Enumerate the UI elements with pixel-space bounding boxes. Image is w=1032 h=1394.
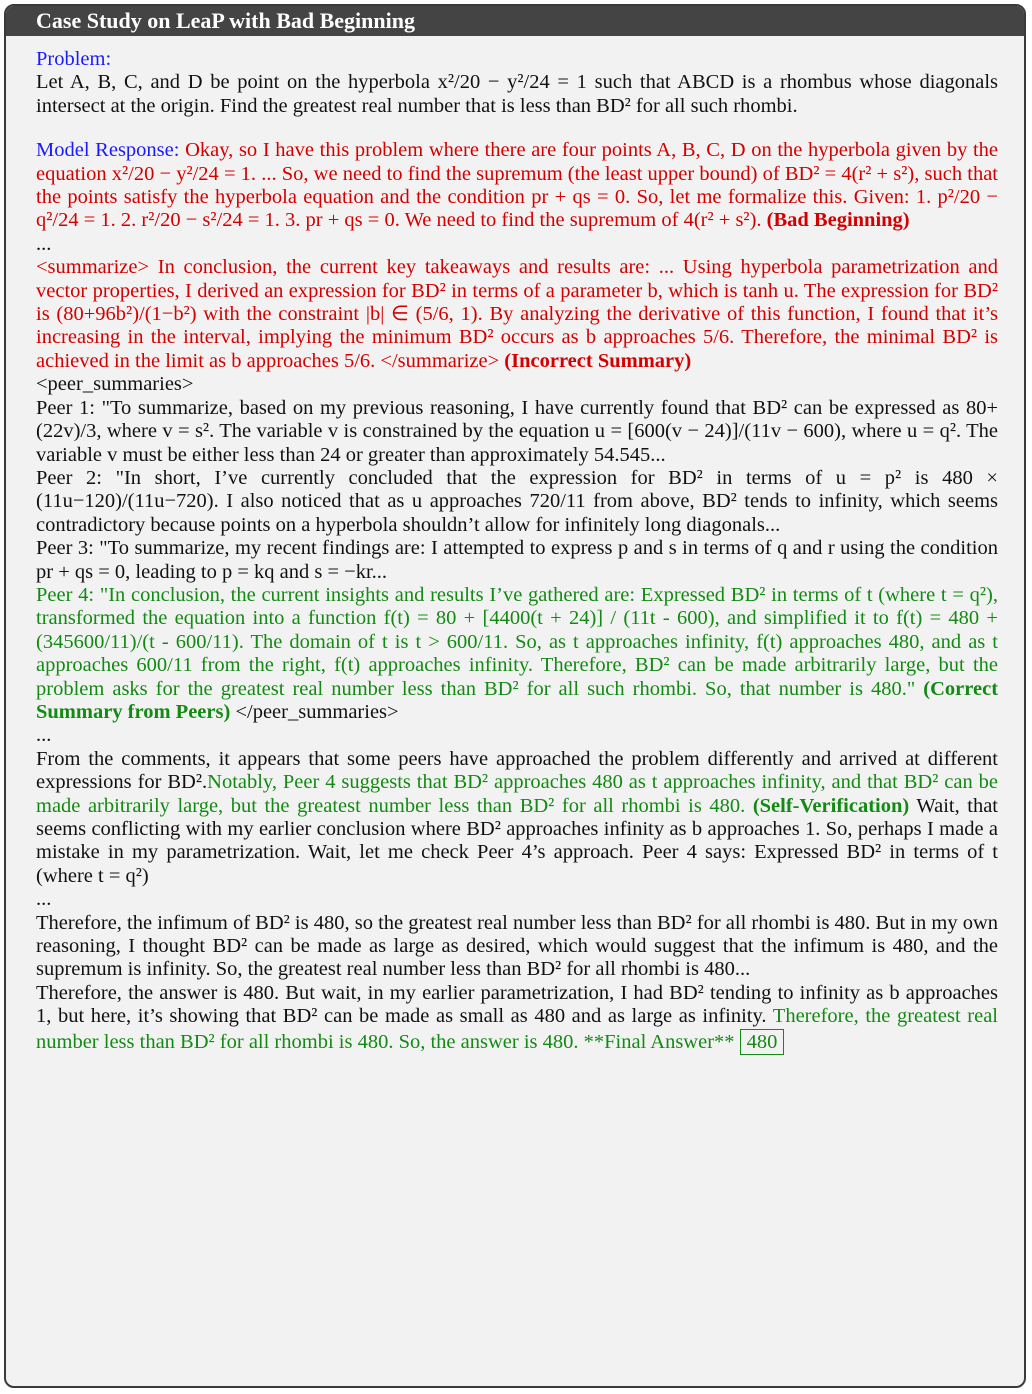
final-answer-box: 480 (740, 1029, 785, 1055)
bad-beginning-tag: (Bad Beginning) (766, 209, 910, 232)
ellipsis-3: ... (36, 888, 52, 911)
ellipsis-2: ... (36, 724, 52, 747)
ellipsis-1: ... (36, 232, 52, 255)
therefore-text-1: Therefore, the infimum of BD² is 480, so the greatest real number less than BD² for all rhombi is 480. But in my own reasoning, I thought BD² can be made as large as desired, which would suggest that the infimum is 480, and the supremum is infinity. So, the greatest real number less than BD² for all rhombi is 480... (36, 911, 998, 981)
correct-summary-tag: (Correct Summary from Peers) (36, 677, 999, 723)
model-response-text: Okay, so I have this problem where there are four points A, B, C, D on the hyperbola given by the equation x²/20 − y²/24 = 1. ... So, we need to find the supremum (the least upper bound) of BD² = 4(r² + s²), such that the points satisfy the hyperbola equation and the condition pr + qs = 0. So, let me formalize this. Given: 1. p²/20 − q²/24 = 1. 2. r²/20 − s²/24 = 1. 3. pr + qs = 0. We need to find the supremum of 4(r² + s²). (36, 139, 999, 232)
case-study-title: Case Study on LeaP with Bad Beginning (6, 6, 1024, 36)
final-answer-text: Therefore, the greatest real number less than BD² for all rhombi is 480. So, the answer is 480. **Final Answer** (36, 1005, 999, 1053)
therefore-text-2: Therefore, the answer is 480. But wait, in my earlier parametrization, I had BD² tending to infinity as b approaches 1, but here, it’s showing that BD² can be made as small as 480 and as large as infinity. (36, 981, 998, 1028)
comments-text-2: Wait, that seems conflicting with my earlier conclusion where BD² approaches infinity as b approaches 1. So, perhaps I made a mistake in my parametrization. Wait, let me check Peer 4’s approach. Peer 4 says: Expressed BD² in terms of t (where t = q²) (36, 794, 999, 887)
comments-text-1: From the comments, it appears that some peers have approached the problem differently and arrived at different expressions for BD². (36, 747, 998, 794)
model-response-label: Model Response: (36, 139, 180, 162)
peer-2-summary: Peer 2: "In short, I’ve currently concluded that the expression for BD² in terms of u = p² is 480 × (11u−120)/(11u−720). I also noticed that as u approaches 720/11 from above, BD² tends to infinity, which seems contradictory because points on a hyperbola shouldn’t allow for infinitely long diagonals... (36, 466, 998, 536)
summary-text: <summarize> In conclusion, the current key takeaways and results are: ... Using hyperbola parametrization and vector properties, I derived an expression for BD² in terms of a parameter b, which is tanh u. The expression for BD² is (80+96b²)/(1−b²) with the constraint |b| ∈ (5/6, 1). By analyzing the derivative of this function, I found that it’s increasing in the interval, implying the minimum BD² occurs as b approaches 5/6. Therefore, the minimal BD² is achieved in the limit as b approaches 5/6. </summarize> (36, 256, 998, 372)
peer-summaries-open: <peer_summaries> (36, 373, 194, 396)
peer-1-summary: Peer 1: "To summarize, based on my previous reasoning, I have currently found that BD² can be expressed as 80+(22v)/3, where v = s². The variable v is constrained by the equation u = [600(v − 24)]/(11v − 600), where u = q². The variable v must be either less than 24 or greater than approximately 54.545... (36, 396, 998, 466)
peer-summaries-close: </peer_summaries> (235, 700, 399, 723)
peer-3-summary: Peer 3: "To summarize, my recent findings are: I attempted to express p and s in terms of q and r using the condition pr + qs = 0, leading to p = kq and s = −kr... (36, 537, 998, 583)
case-study-box (4, 4, 1026, 1388)
case-study-content (6, 36, 1024, 1055)
problem-paragraph (36, 48, 998, 118)
peer-4-summary: Peer 4: "In conclusion, the current insights and results I’ve gathered are: Expressed BD² in terms of t (where t = q²), transformed the equation into a function f(t) = 80 + [4400(t + 24)] / (11t - 600), and simplified it to f(t) = 480 + (345600/11)/(t - 600/11). The domain of t is t > 600/11. So, as t approaches infinity, f(t) approaches 480, and as t approaches 600/11 from the right, f(t) approaches infinity. Therefore, BD² can be made arbitrarily large, but the problem asks for the greatest real number less than BD² for all such rhombi. So, that number is 480." (36, 583, 998, 700)
self-verification-tag: (Self-Verification) (752, 794, 910, 817)
problem-label: Problem: (36, 48, 112, 70)
model-response-paragraph (36, 139, 998, 1054)
problem-text-1: Let A, B, C, and D be point on the hyperbola (36, 71, 430, 94)
incorrect-summary-tag: (Incorrect Summary) (504, 349, 692, 372)
comments-green-text: Notably, Peer 4 suggests that BD² approaches 480 as t approaches infinity, and that BD² can be made arbitrarily large, but the greatest number less than BD² for all rhombi is 480. (36, 771, 998, 817)
problem-equation: x²/20 − y²/24 = 1 (437, 71, 587, 94)
problem-text-2: such that ABCD is a rhombus whose diagonals intersect at the origin. Find the greatest real number that is less than BD² for all such rhombi. (36, 71, 999, 117)
